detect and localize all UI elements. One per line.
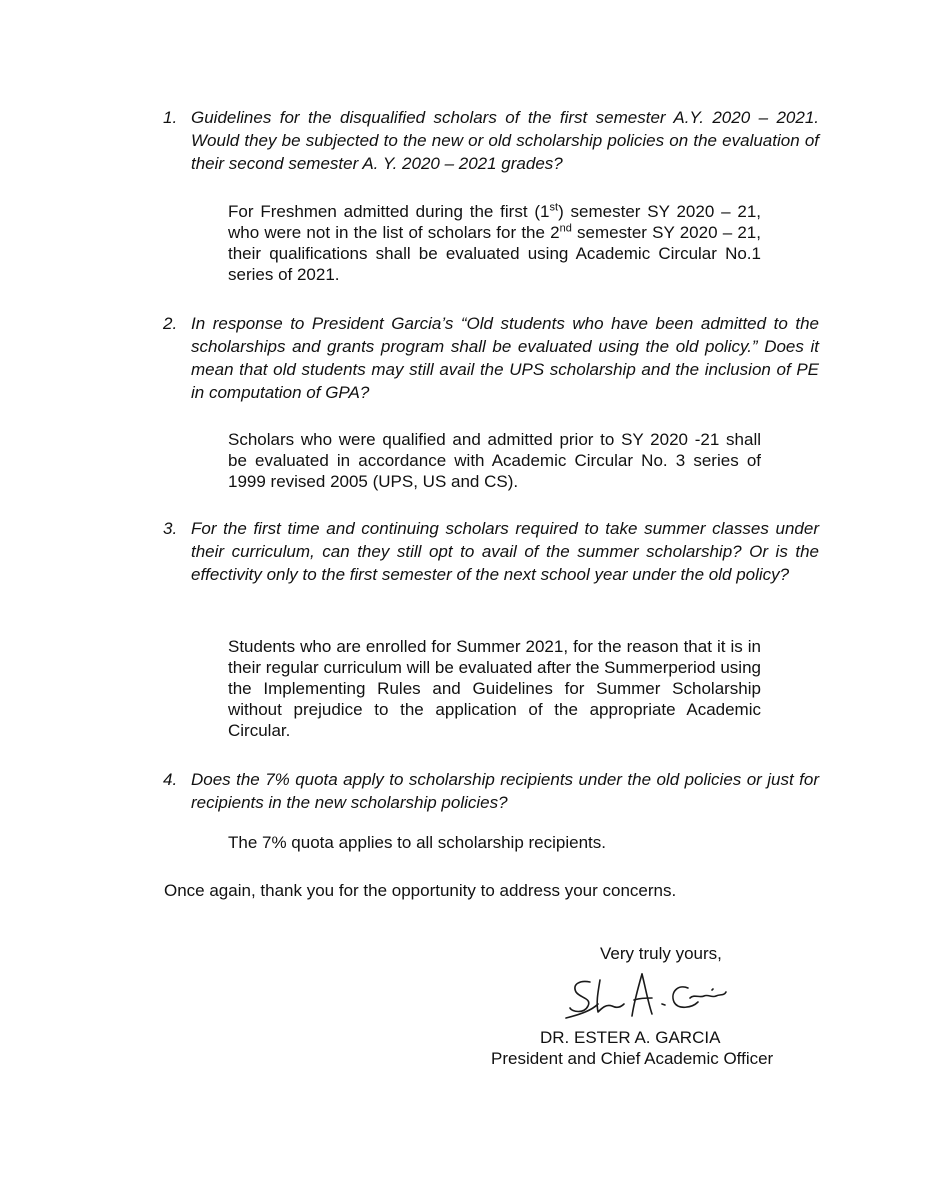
question-number: 4.: [163, 770, 178, 789]
signatory-name: DR. ESTER A. GARCIA: [540, 1028, 721, 1047]
question-2: [163, 312, 819, 404]
handwritten-signature: [562, 968, 732, 1028]
question-4: [163, 768, 819, 814]
question-text: Guidelines for the disqualified scholars of the first semester A.Y. 2020 – 2021. Would they be subjected to the new or old scholarship policies on the evaluation of their second semester A. Y. 2020 – 2021 grades?: [191, 108, 819, 173]
answer-3: Students who are enrolled for Summer 2021, for the reason that it is in their regular curriculum will be evaluated after the Summerperiod using the Implementing Rules and Guidelines for Summer Scholarship without prejudice to the application of the appropriate Academic Circular.: [228, 637, 761, 740]
question-number: 2.: [163, 314, 178, 333]
question-text: For the first time and continuing scholars required to take summer classes under their curriculum, can they still opt to avail of the summer scholarship? Or is the effectivity only to the first semester of the next school year under the old policy?: [191, 519, 819, 584]
answer-4: The 7% quota applies to all scholarship recipients.: [228, 833, 606, 852]
question-text: Does the 7% quota apply to scholarship recipients under the old policies or just for recipients in the new scholarship policies?: [191, 770, 819, 812]
question-3: [163, 517, 819, 586]
question-number: 1.: [163, 108, 178, 127]
signatory-title: President and Chief Academic Officer: [491, 1049, 774, 1068]
question-1: [163, 106, 819, 175]
question-number: 3.: [163, 519, 178, 538]
answer-2: Scholars who were qualified and admitted prior to SY 2020 -21 shall be evaluated in accordance with Academic Circular No. 3 series of 1999 revised 2005 (UPS, US and CS).: [228, 430, 761, 491]
closing-line: Once again, thank you for the opportunity to address your concerns.: [164, 881, 677, 900]
valediction: Very truly yours,: [600, 944, 722, 963]
question-text: In response to President Garcia’s “Old students who have been admitted to the scholarships and grants program shall be evaluated using the old policy.” Does it mean that old students may still avail the UPS scholarship and the inclusion of PE in computation of GPA?: [191, 314, 819, 402]
answer-1: For Freshmen admitted during the first (1st) semester SY 2020 – 21, who were not in the list of scholars for the 2nd semester SY 2020 – 21, their qualifications shall be evaluated using Academic Circular No.1 series of 2021.: [228, 201, 761, 284]
